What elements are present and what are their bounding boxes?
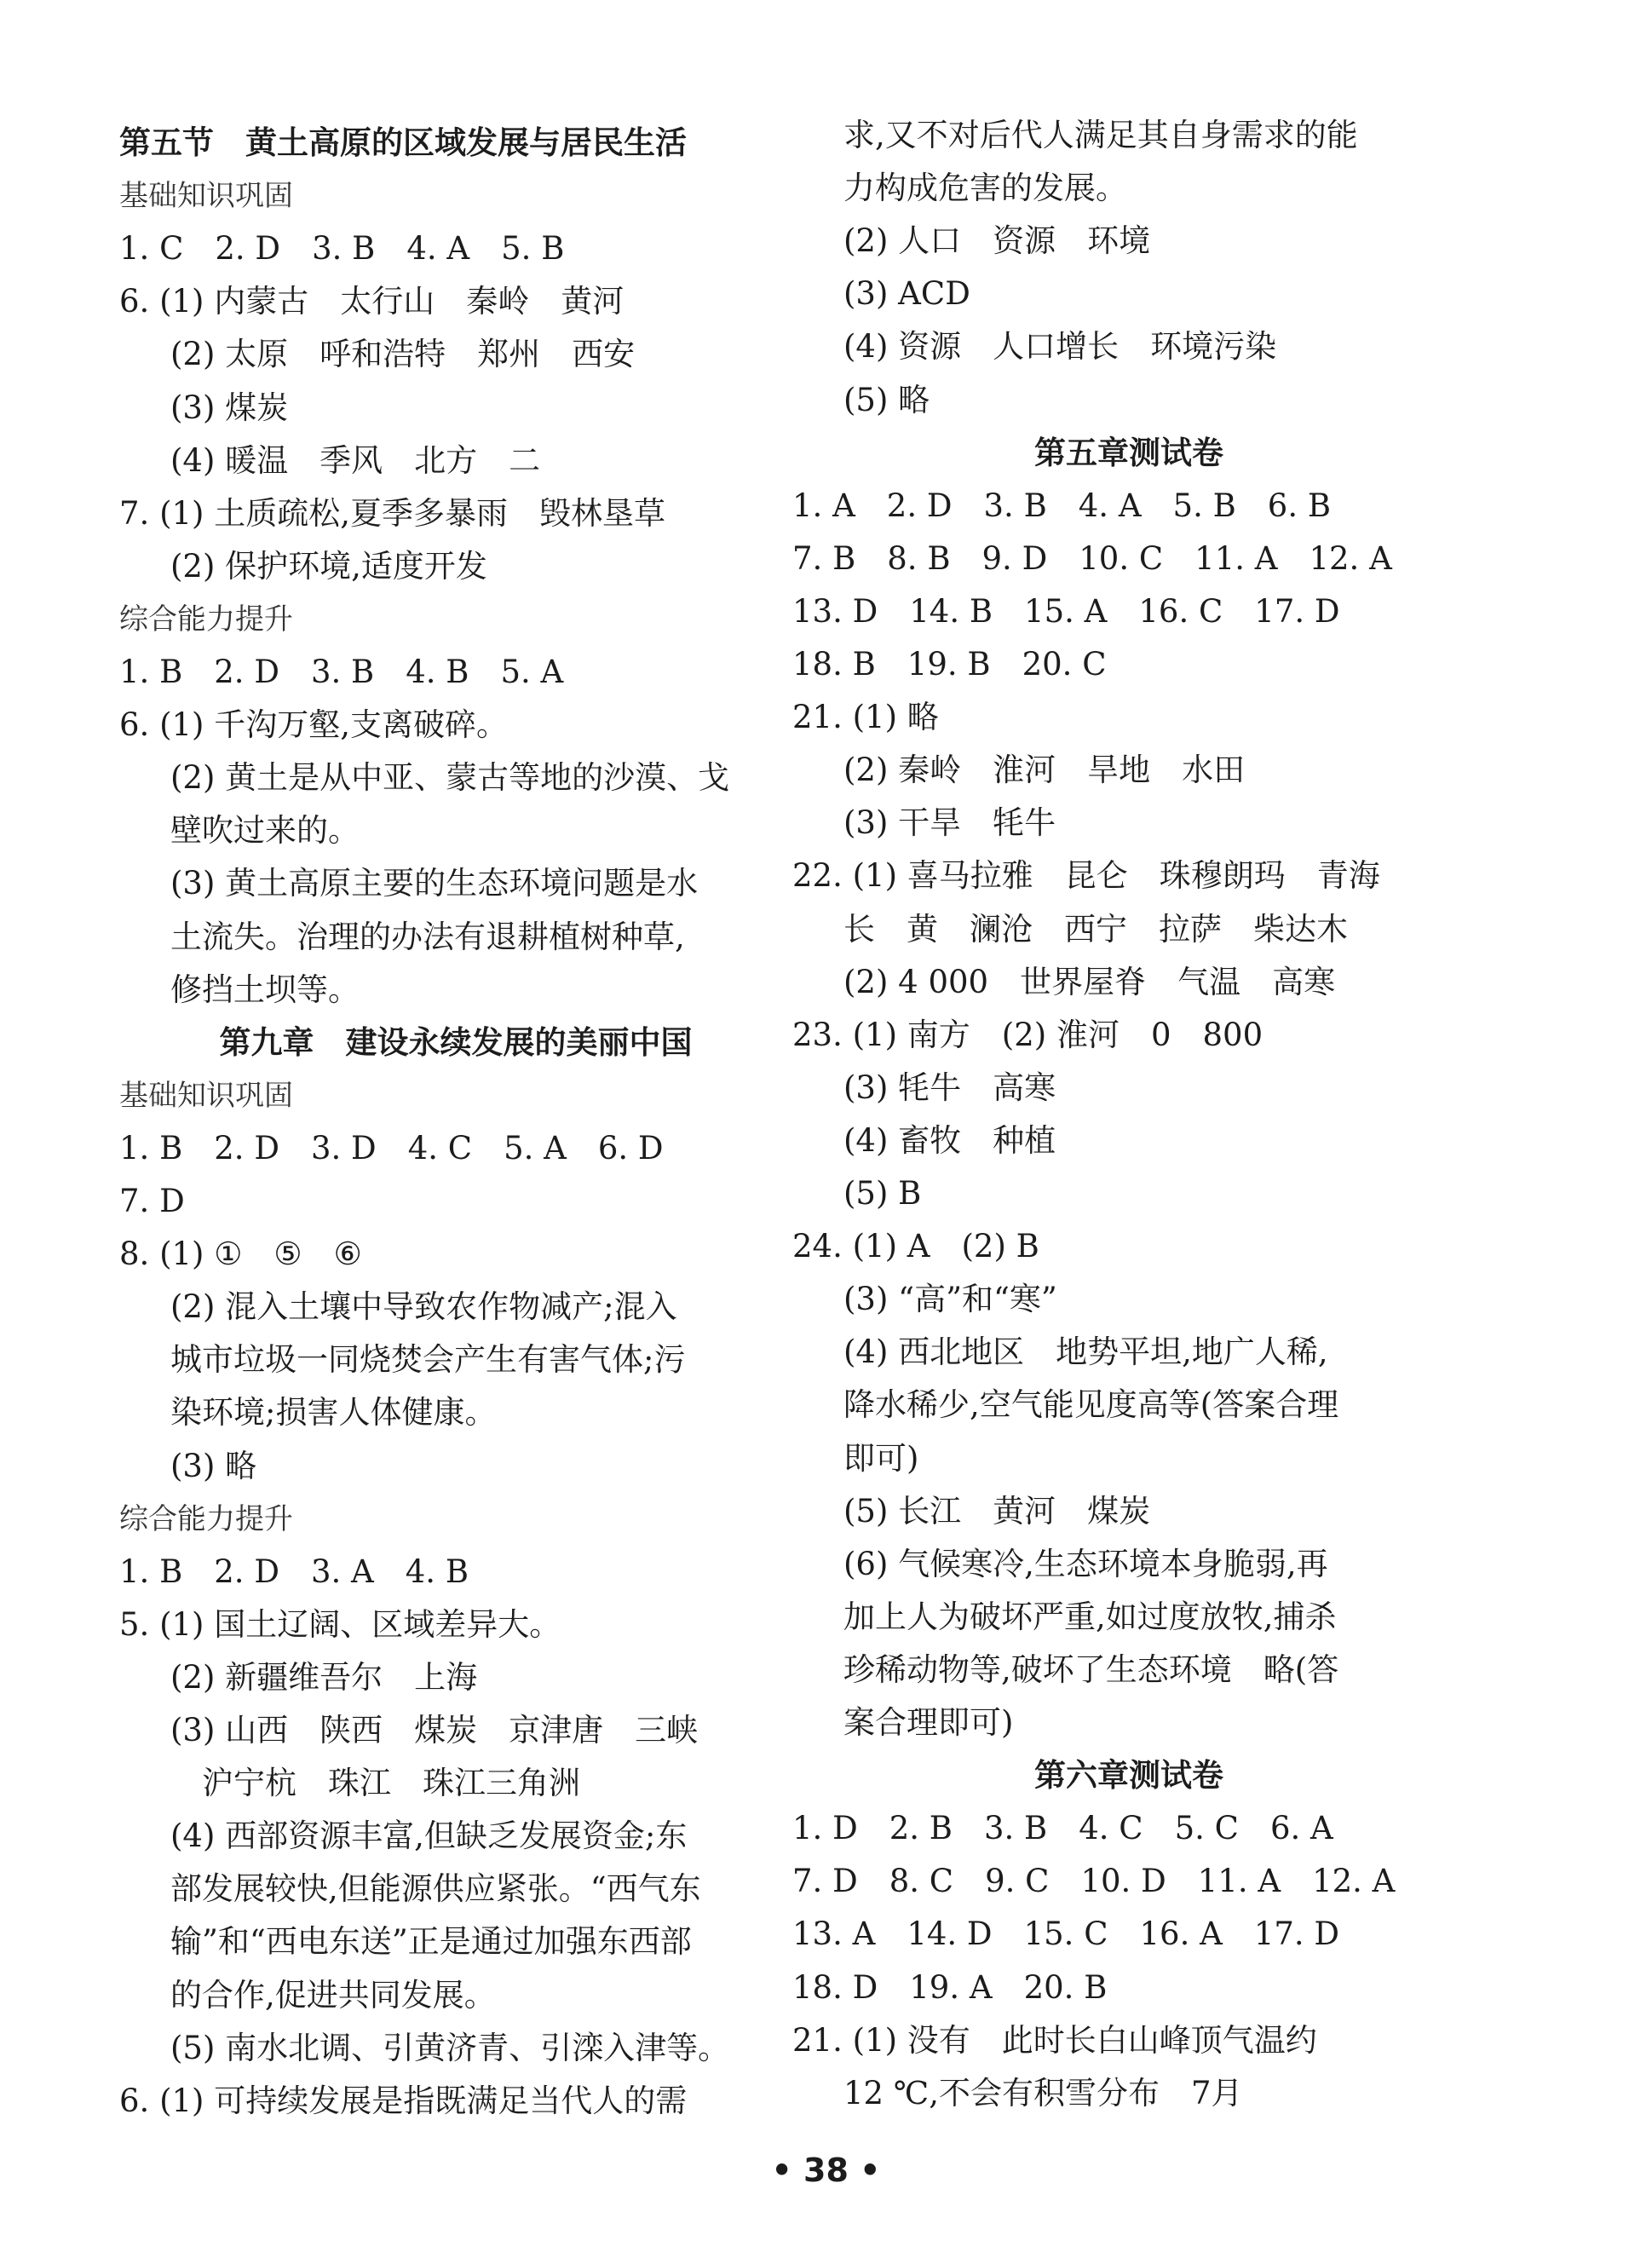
answer-line: (4) 西部资源丰富,但缺乏发展资金;东 [170, 1818, 688, 1855]
answer-line: 1. A 2. D 3. B 4. A 5. B 6. B [792, 487, 1332, 524]
page-number: • 38 • [771, 2152, 881, 2189]
answer-line: 12 ℃,不会有积雪分布 7月 [843, 2074, 1243, 2111]
answer-line: 修挡土坝等。 [170, 971, 360, 1008]
answer-line: 壁吹过来的。 [170, 812, 360, 850]
answer-line: 24. (1) A (2) B [792, 1228, 1039, 1265]
answer-line: (5) 略 [843, 381, 930, 418]
answer-line: 18. D 19. A 20. B [792, 1968, 1108, 2006]
answer-line: (3) ACD [843, 275, 970, 313]
answer-line: 5. (1) 国土辽阔、区域差异大。 [119, 1605, 561, 1643]
answer-line: 即可) [843, 1439, 919, 1477]
answer-line: 求,又不对后代人满足其自身需求的能 [843, 117, 1358, 153]
answer-line: 1. B 2. D 3. B 4. B 5. A [119, 654, 564, 690]
answer-line: (4) 资源 人口增长 环境污染 [843, 328, 1277, 366]
answer-line: (3) 煤炭 [170, 389, 289, 426]
answer-line: 城市垃圾一同烧焚会产生有害气体;污 [170, 1341, 686, 1379]
answer-line: 的合作,促进共同发展。 [170, 1976, 496, 2013]
answer-line: (5) 南水北调、引黄济青、引滦入津等。 [170, 2029, 730, 2066]
answer-line: 基础知识巩固 [119, 179, 293, 214]
answer-line: (2) 黄土是从中亚、蒙古等地的沙漠、戈 [170, 759, 730, 797]
answer-line: (3) 牦牛 高寒 [843, 1069, 1056, 1106]
answer-line: 加上人为破坏严重,如过度放牧,捕杀 [843, 1598, 1337, 1635]
answer-line: (2) 4 000 世界屋脊 气温 高寒 [843, 963, 1336, 1000]
answer-line: (3) 干旱 牦牛 [843, 804, 1056, 842]
answer-line: 长 黄 澜沧 西宁 拉萨 柴达木 [843, 910, 1348, 948]
answer-line: 13. A 14. D 15. C 16. A 17. D [792, 1915, 1340, 1953]
answer-line: 7. D 8. C 9. C 10. D 11. A 12. A [792, 1863, 1396, 1900]
answer-line: 综合能力提升 [119, 1501, 293, 1536]
answer-line: 1. D 2. B 3. B 4. C 5. C 6. A [792, 1810, 1333, 1847]
answer-line: 6. (1) 内蒙古 太行山 秦岭 黄河 [119, 283, 625, 320]
answer-line: (5) B [843, 1175, 922, 1212]
answer-line: 7. B 8. B 9. D 10. C 11. A 12. A [792, 539, 1392, 577]
answer-line: (2) 人口 资源 环境 [843, 222, 1151, 260]
answer-line: 染环境;损害人体健康。 [170, 1394, 497, 1432]
answer-line: (4) 西北地区 地势平坦,地广人稀, [843, 1334, 1328, 1371]
section-heading: 第五节 黄土高原的区域发展与居民生活 [119, 124, 687, 161]
section-heading: 第六章测试卷 [1034, 1757, 1223, 1794]
answer-line: 7. (1) 土质疏松,夏季多暴雨 毁林垦草 [119, 494, 665, 532]
answer-line: 22. (1) 喜马拉雅 昆仑 珠穆朗玛 青海 [792, 857, 1380, 895]
answer-line: 8. (1) ① ⑤ ⑥ [119, 1236, 362, 1273]
answer-line: 6. (1) 可持续发展是指既满足当代人的需 [119, 2082, 688, 2119]
answer-line: 21. (1) 没有 此时长白山峰顶气温约 [792, 2021, 1317, 2059]
answer-line: (4) 暖温 季风 北方 二 [170, 441, 541, 479]
answer-line: 1. C 2. D 3. B 4. A 5. B [119, 230, 565, 268]
answer-line: 降水稀少,空气能见度高等(答案合理 [843, 1386, 1339, 1424]
answer-line: (3) 山西 陕西 煤炭 京津唐 三峡 [170, 1712, 699, 1748]
answer-line: (5) 长江 黄河 煤炭 [843, 1492, 1151, 1529]
answer-line: 7. D [119, 1183, 185, 1219]
answer-line: (2) 新疆维吾尔 上海 [170, 1658, 478, 1696]
answer-line: 沪宁杭 珠江 珠江三角洲 [170, 1765, 580, 1802]
answer-line: (2) 秦岭 淮河 旱地 水田 [843, 752, 1246, 789]
answer-line: 案合理即可) [843, 1704, 1014, 1741]
answer-line: 21. (1) 略 [792, 699, 939, 736]
answer-line: 18. B 19. B 20. C [792, 646, 1107, 683]
answer-line: (2) 混入土壤中导致农作物减产;混入 [170, 1288, 677, 1326]
answer-line: (3) 黄土高原主要的生态环境问题是水 [170, 865, 699, 902]
answer-line: 1. B 2. D 3. D 4. C 5. A 6. D [119, 1129, 664, 1167]
answer-line: 输”和“西电东送”正是通过加强东西部 [170, 1923, 692, 1961]
answer-line: 1. B 2. D 3. A 4. B [119, 1553, 469, 1590]
answer-line: 部发展较快,但能源供应紧张。“西气东 [170, 1870, 701, 1908]
answer-line: 力构成危害的发展。 [843, 170, 1127, 207]
answer-line: 13. D 14. B 15. A 16. C 17. D [792, 592, 1340, 630]
answer-line: 综合能力提升 [119, 602, 293, 637]
section-heading: 第九章 建设永续发展的美丽中国 [219, 1023, 693, 1061]
section-heading: 第五章测试卷 [1034, 434, 1223, 471]
answer-line: 23. (1) 南方 (2) 淮河 0 800 [792, 1016, 1263, 1053]
answer-line: (3) “高”和“寒” [843, 1281, 1057, 1318]
answer-line: (4) 畜牧 种植 [843, 1121, 1056, 1159]
answer-line: 6. (1) 千沟万壑,支离破碎。 [119, 706, 508, 744]
answer-line: 珍稀动物等,破坏了生态环境 略(答 [843, 1650, 1339, 1688]
answer-line: 土流失。治理的办法有退耕植树种草, [170, 918, 685, 955]
answer-line: (2) 保护环境,适度开发 [170, 547, 487, 585]
answer-line: (6) 气候寒冷,生态环境本身脆弱,再 [843, 1545, 1328, 1582]
answer-line: (2) 太原 呼和浩特 郑州 西安 [170, 336, 636, 373]
answer-line: 基础知识巩固 [119, 1078, 293, 1113]
answer-line: (3) 略 [170, 1447, 257, 1484]
